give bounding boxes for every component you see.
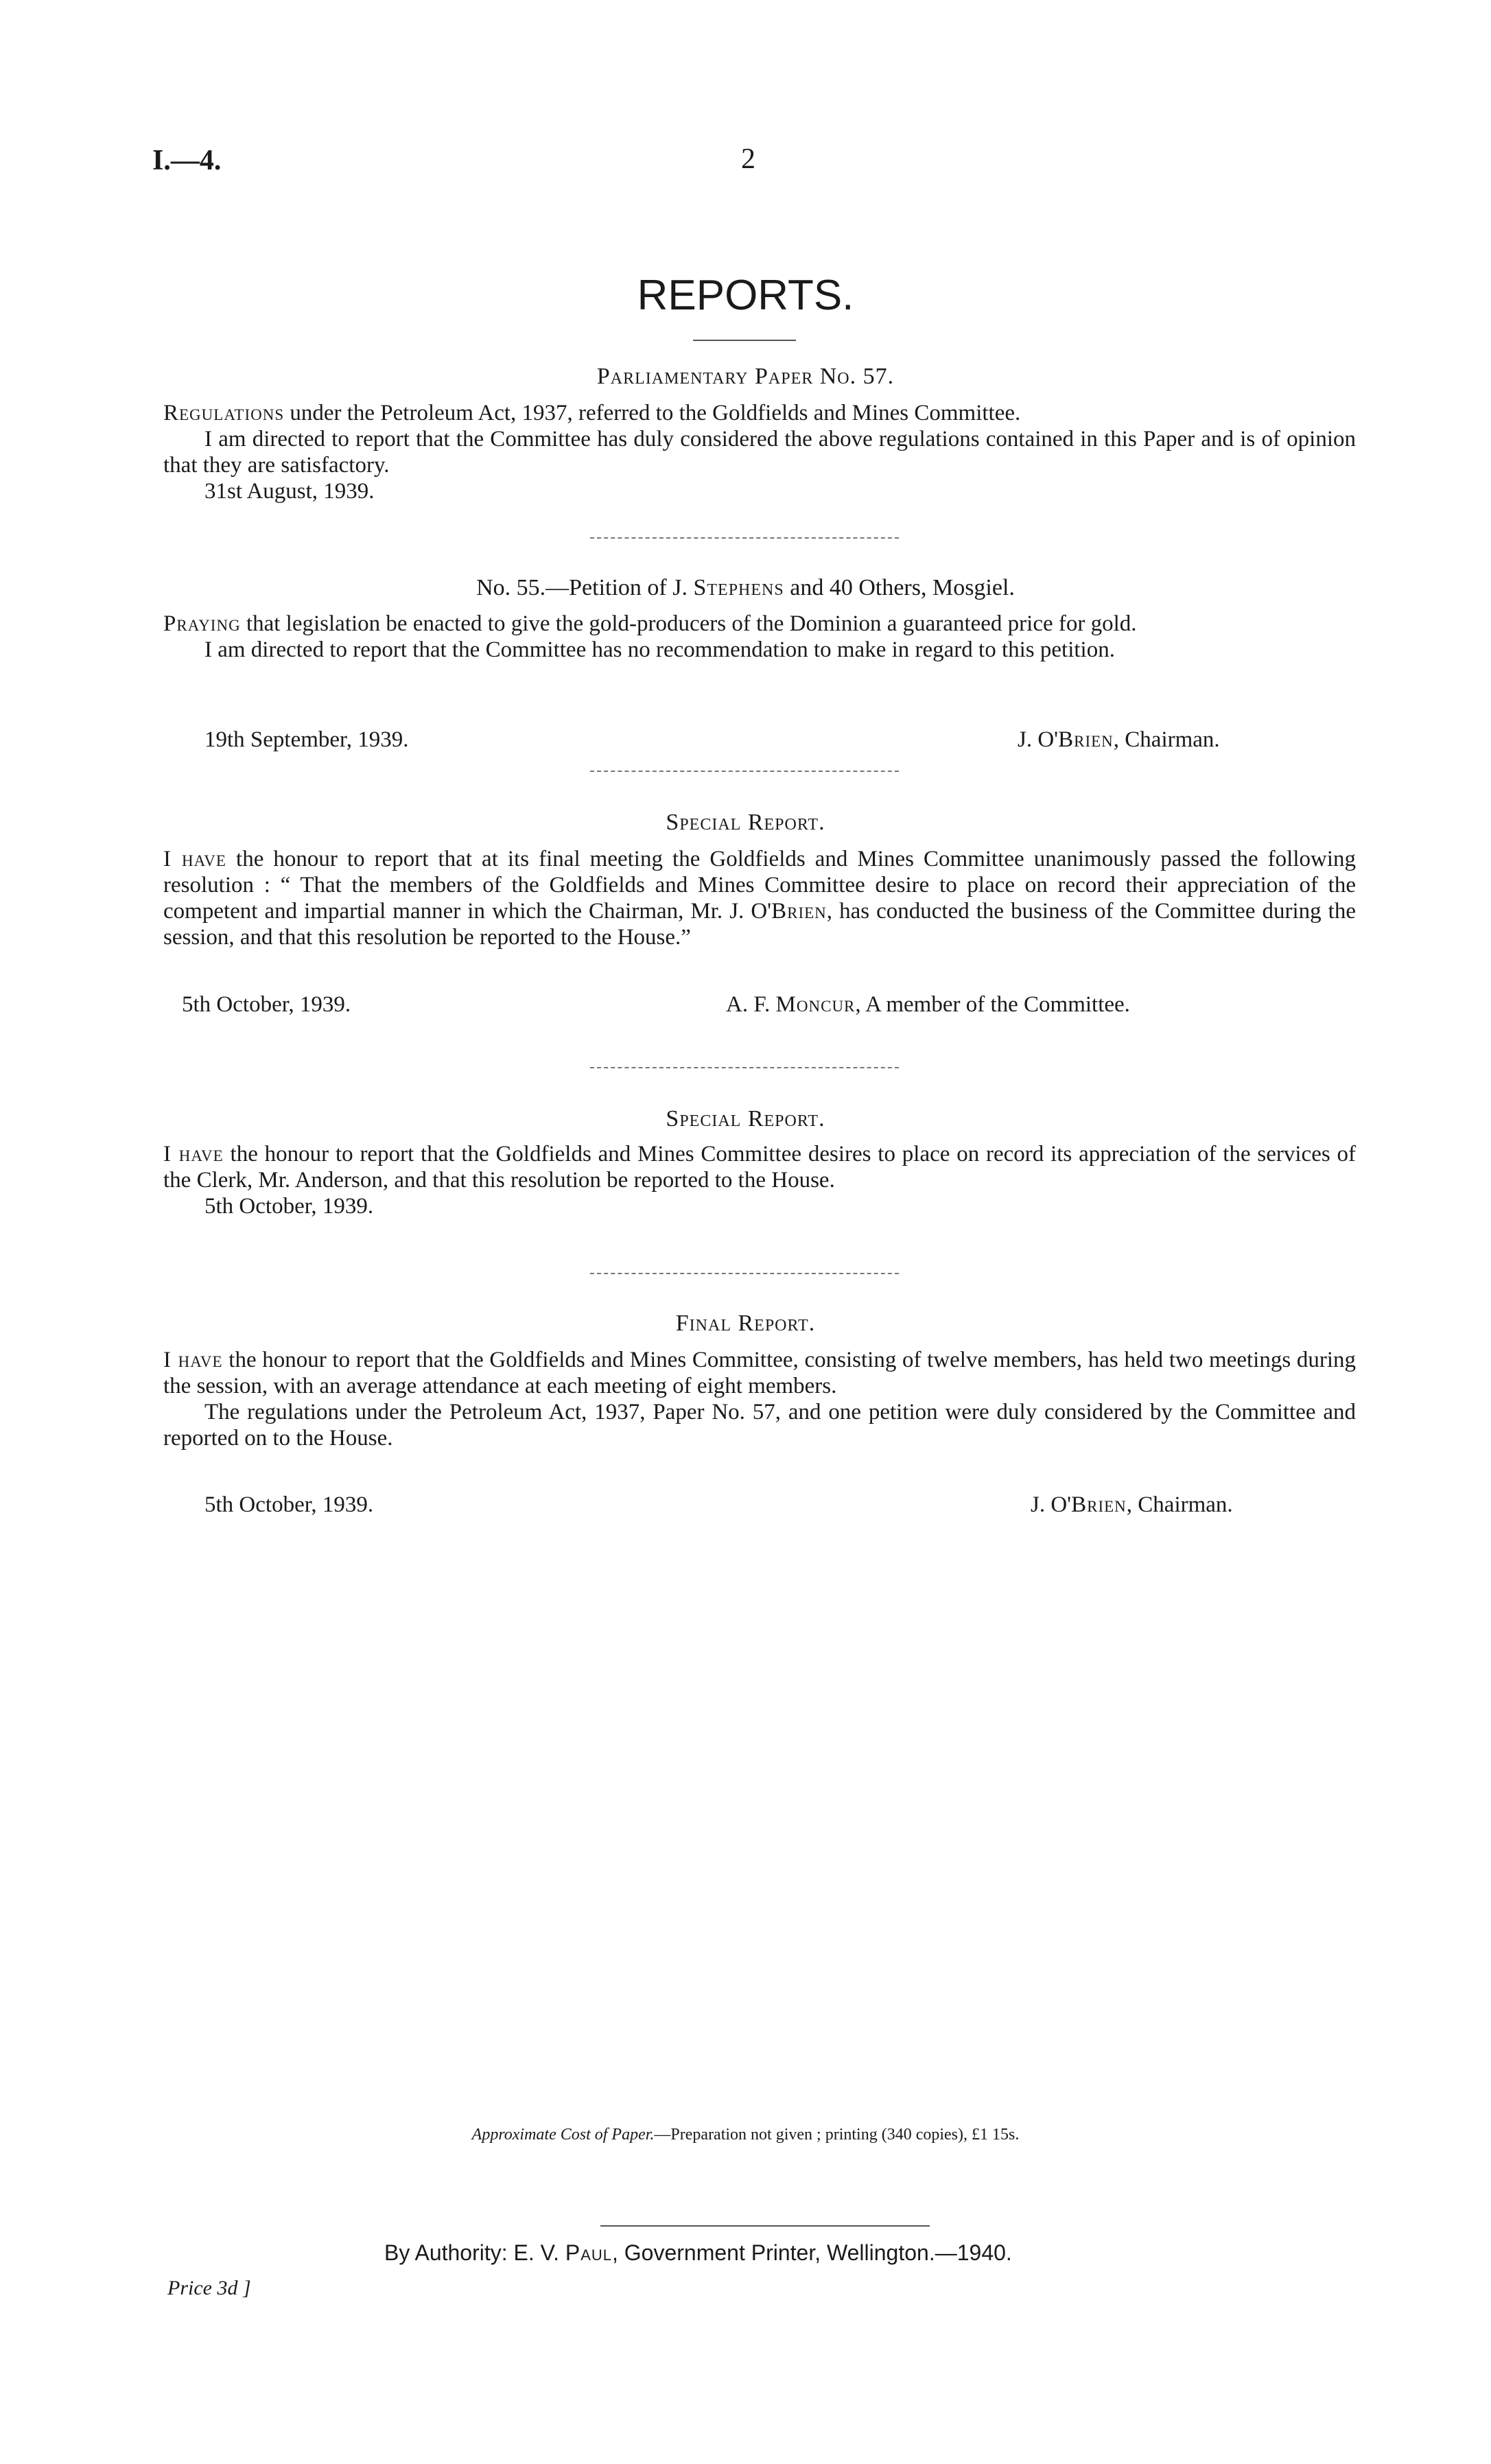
section2-lead-text: that legislation be enacted to give the gold-producers of the Dominion a guaranteed price for gold. [240, 611, 1137, 636]
section5-sig-pre: J. O' [1031, 1492, 1072, 1517]
section5-paragraph [163, 1347, 1356, 1399]
cost-text: —Preparation not given ; printing (340 copies), £1 15s. [654, 2126, 1020, 2144]
section2-paragraph: I am directed to report that the Committee has no recommendation to make in regard to this petition. [204, 637, 1115, 662]
cost-of-paper [0, 2126, 1491, 2144]
section-divider-4 [590, 1273, 899, 1274]
authority-pre: By Authority: E. V. [384, 2240, 565, 2265]
section3-sig-name: Moncur [775, 992, 856, 1017]
section4-body [163, 1141, 1356, 1219]
section2-sig-post: , Chairman. [1113, 727, 1220, 752]
section2-signature [1018, 727, 1220, 753]
section5-sig-post: , Chairman. [1126, 1492, 1233, 1517]
section5-date: 5th October, 1939. [204, 1492, 374, 1517]
section4-text: the honour to report that the Goldfields and Mines Committee desires to place on record its appreciation of the services of the Clerk, Mr. Anderson, and that this resolution be reported to the House. [163, 1142, 1356, 1193]
section3-sig-pre: A. F. [726, 992, 776, 1017]
printer-authority [384, 2240, 1012, 2266]
section2-lead-sc: Praying [163, 611, 241, 636]
section1-paragraph: I am directed to report that the Committee has duly considered the above regulations contained in this Paper and is of opinion that they are satisfactory. [163, 427, 1356, 478]
section3-sig-post: , A member of the Committee. [855, 992, 1130, 1017]
section3-paragraph [163, 846, 1356, 950]
section5-signature [1031, 1492, 1233, 1518]
section5-lead-sc: I have [163, 1348, 223, 1372]
section2-heading [0, 575, 1491, 601]
section3-date: 5th October, 1939. [182, 992, 351, 1017]
section4-heading: Special Report. [666, 1106, 825, 1131]
section2-heading-pre: No. 55.—Petition of J. [476, 575, 694, 600]
section2-sig-pre: J. O' [1018, 727, 1059, 752]
section1-lead [163, 400, 1356, 426]
authority-post: , Government Printer, Wellington.—1940. [611, 2240, 1012, 2265]
section4-paragraph [163, 1141, 1356, 1193]
section3-name: Brien [771, 899, 827, 924]
section-divider-3 [590, 1067, 899, 1068]
section1-heading: Parliamentary Paper No. 57. [596, 364, 895, 389]
authority-name: Paul [565, 2240, 612, 2265]
section3-signature [726, 992, 1130, 1018]
title-rule [693, 340, 796, 341]
section2-body [163, 611, 1356, 663]
section-divider-1 [590, 537, 899, 539]
paper-reference: I.—4. [152, 145, 222, 176]
section2-date: 19th September, 1939. [204, 727, 409, 752]
section5-heading: Final Report. [675, 1311, 816, 1336]
section5-sig-name: Brien [1071, 1492, 1127, 1517]
section3-text-pre: the honour to report that at its final meeting the Goldfields and Mines Committee unanimously passed the following resolution : “ That the members of the Goldfields and Mines Committee desire to place on record their appreciation of the competent and impartial manner in which the Chairman, Mr. J. O' [163, 847, 1357, 924]
section2-heading-name: Stephens [693, 575, 784, 600]
cost-label: Approximate Cost of Paper. [471, 2126, 655, 2144]
section-divider-2 [590, 771, 899, 772]
page-number: 2 [741, 143, 755, 175]
section1-lead-text: under the Petroleum Act, 1937, referred to the Goldfields and Mines Committee. [284, 401, 1021, 425]
price-label: Price 3d ] [167, 2277, 251, 2299]
section1-lead-sc: Regulations [163, 401, 285, 425]
section3-text-post: , has conducted the business of the Committee during the session, and that this resolution be reported to the House.” [163, 899, 1357, 950]
section5-paragraph-2: The regulations under the Petroleum Act, 1937, Paper No. 57, and one petition were duly considered by the Committee and reported on to the House. [163, 1400, 1356, 1451]
section1-body [163, 400, 1356, 504]
section3-heading: Special Report. [666, 810, 825, 835]
section4-date: 5th October, 1939. [204, 1194, 374, 1219]
footer-rule [600, 2225, 930, 2227]
section5-text: the honour to report that the Goldfields and Mines Committee, consisting of twelve members, has held two meetings during the session, with an average attendance at each meeting of eight members. [163, 1348, 1357, 1398]
section3-body [163, 846, 1356, 950]
section5-body [163, 1347, 1356, 1451]
section3-lead-sc: I have [163, 847, 226, 871]
section4-lead-sc: I have [163, 1142, 224, 1166]
section2-heading-post: and 40 Others, Mosgiel. [784, 575, 1015, 600]
section2-sig-name: Brien [1058, 727, 1114, 752]
page-title: REPORTS. [637, 272, 854, 319]
section2-lead [163, 611, 1356, 637]
section1-date: 31st August, 1939. [204, 479, 375, 504]
